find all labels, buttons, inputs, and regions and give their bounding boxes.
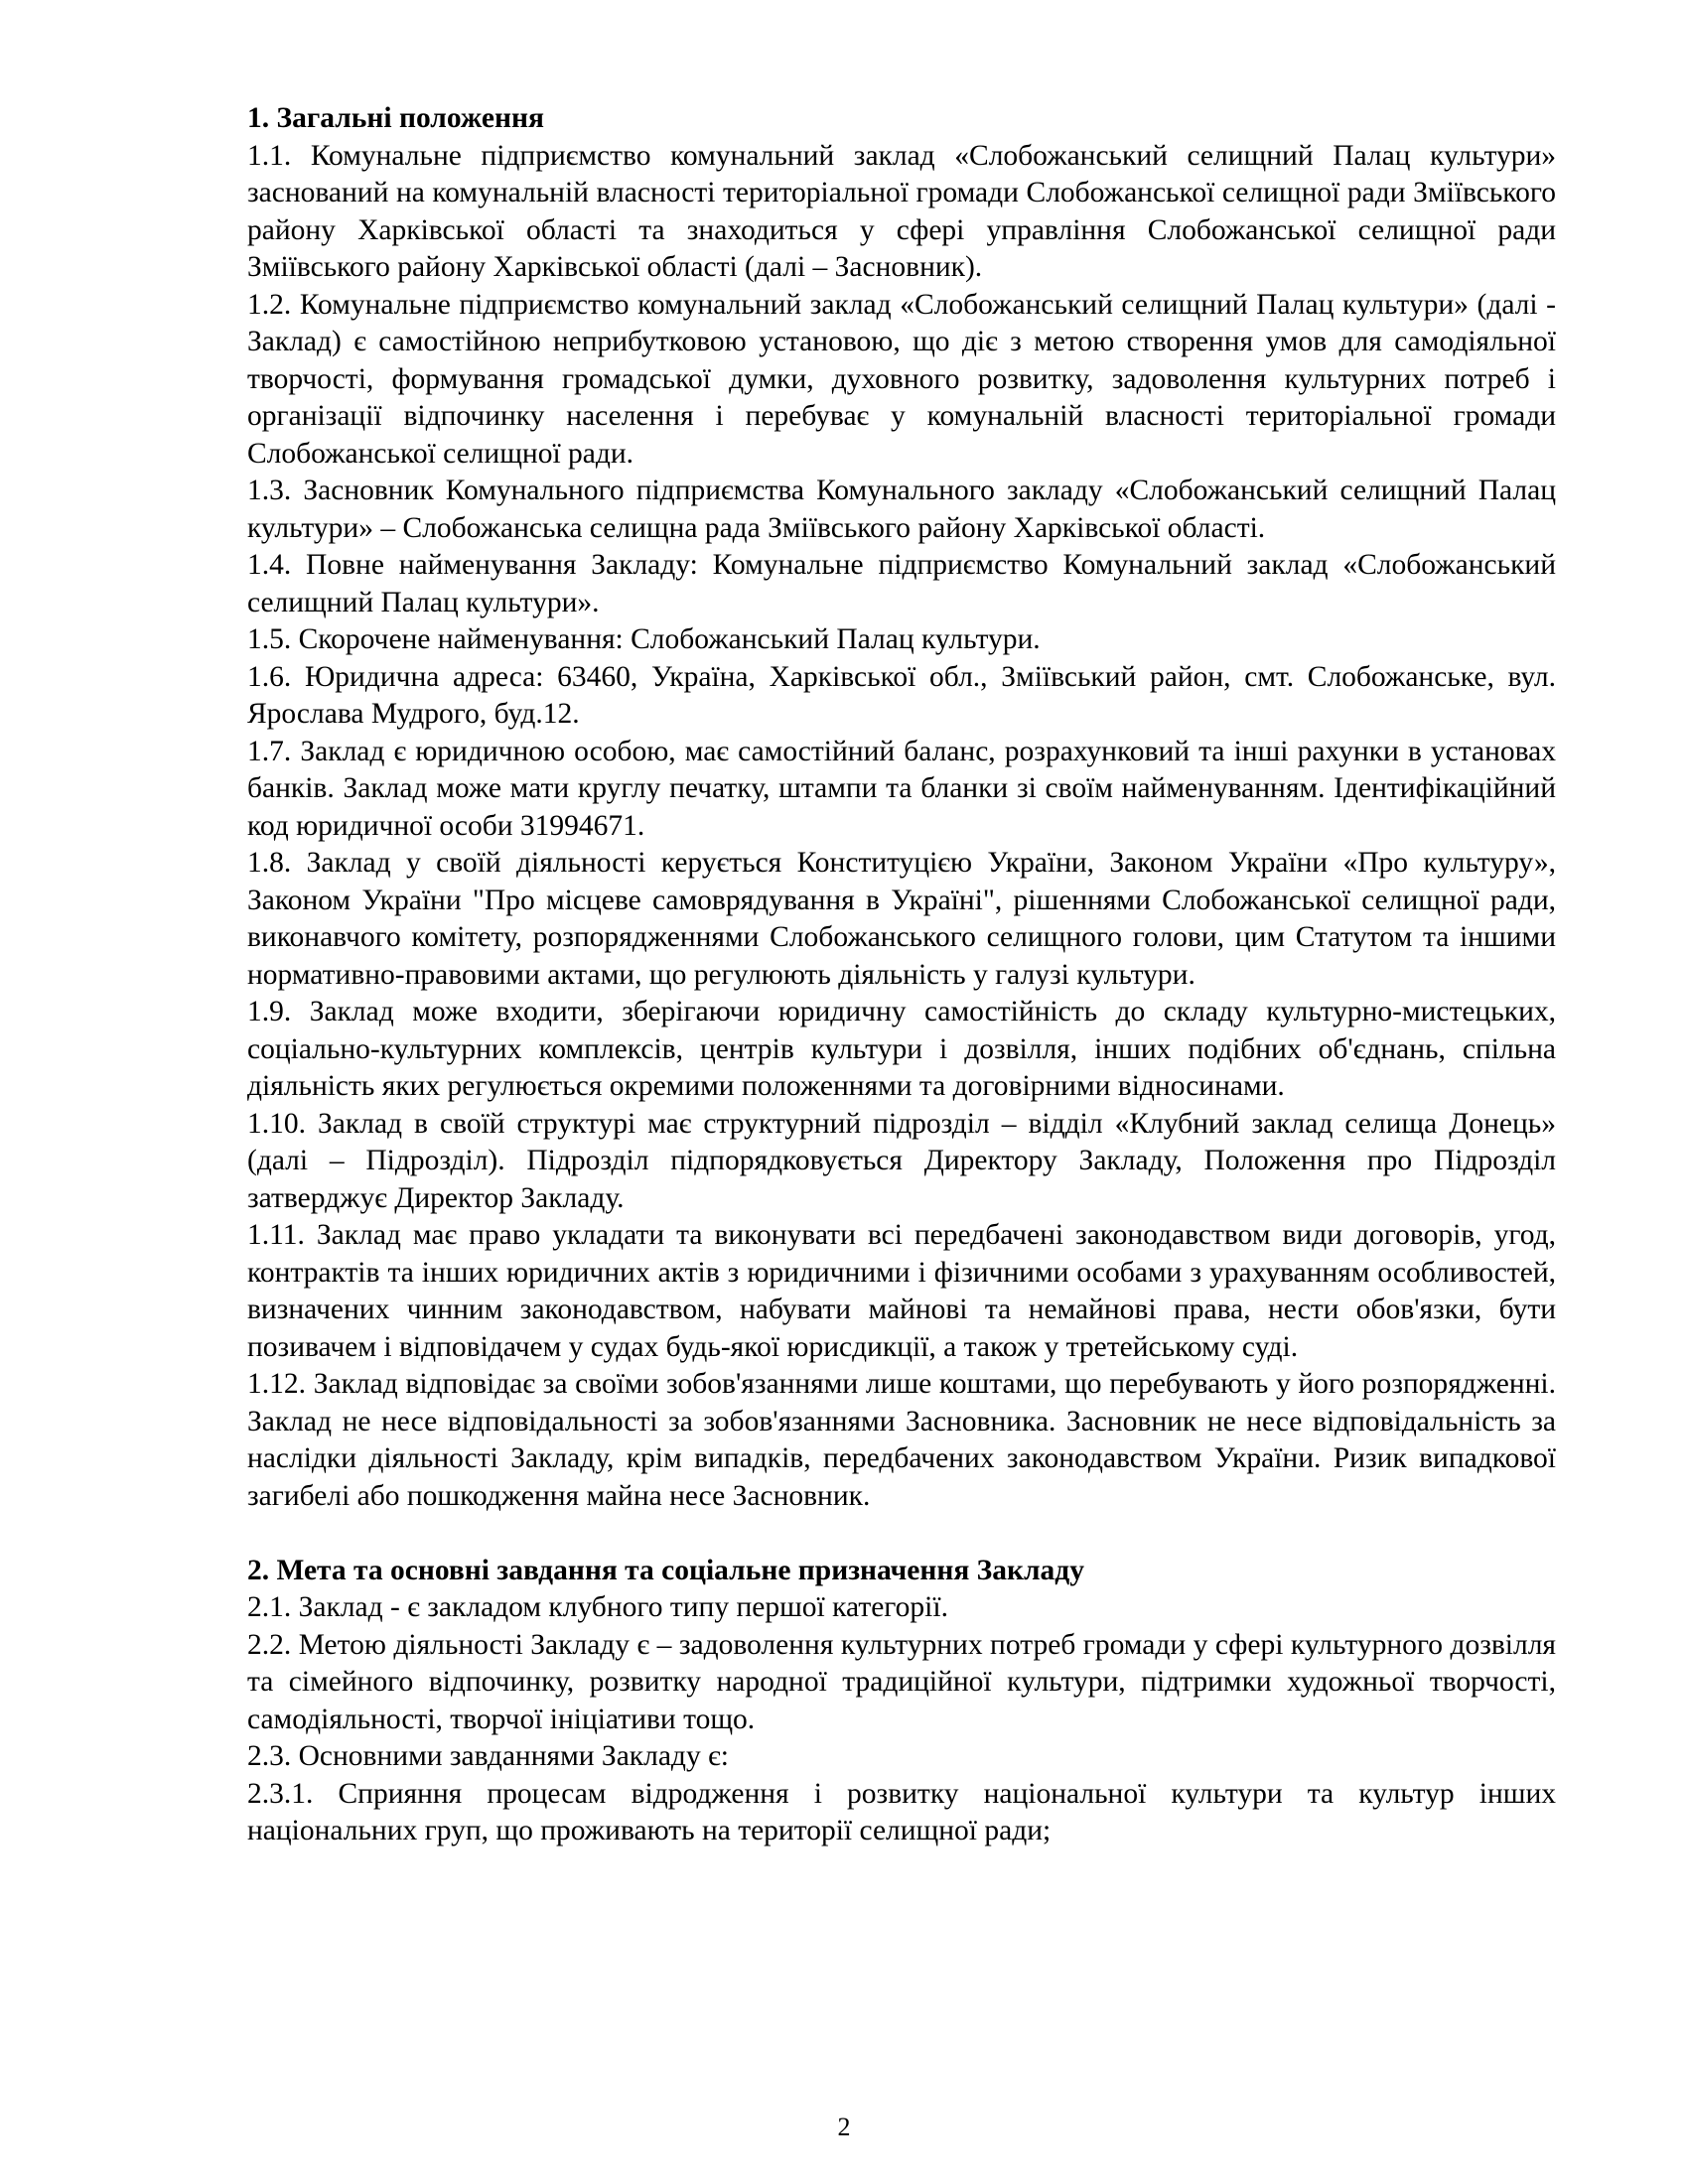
paragraph: 1.7. Заклад є юридичною особою, має самостійний баланс, розрахунковий та інші рахунки в установах банків. Заклад може мати круглу печатку, штампи та бланки зі своїм найменуванням. Ідентифікаційний код юридичної особи 31994671. bbox=[247, 735, 1556, 842]
paragraph: 1.6. Юридична адреса: 63460, Україна, Харківської обл., Зміївський район, смт. Слобожанське, вул. Ярослава Мудрого, буд.12. bbox=[247, 660, 1556, 730]
page-number: 2 bbox=[837, 2113, 851, 2141]
section-heading: 2. Мета та основні завдання та соціальне призначення Закладу bbox=[247, 1554, 1084, 1586]
paragraph: 1.12. Заклад відповідає за своїми зобов'язаннями лише коштами, що перебувають у його розпорядженні. Заклад не несе відповідальності за зобов'язаннями Засновника. Засновник не несе відповідальність за наслідки діяльності Закладу, крім випадків, передбачених законодавством України. Ризик випадкової загибелі або пошкодження майна несе Засновник. bbox=[247, 1368, 1556, 1512]
paragraph: 1.11. Заклад має право укладати та виконувати всі передбачені законодавством види договорів, угод, контрактів та інших юридичних актів з юридичними і фізичними особами з урахуванням особливостей, визначених чинним законодавством, набувати майнові та немайнові права, нести обов'язки, бути позивачем і відповідачем у судах будь-якої юрисдикції, а також у третейському суді. bbox=[247, 1219, 1556, 1363]
paragraph: 2.3. Основними завданнями Закладу є: bbox=[247, 1740, 729, 1772]
paragraph: 1.1. Комунальне підприємство комунальний заклад «Слобожанський селищний Палац культури» заснований на комунальній власності територіальної громади Слобожанської селищної ради Зміївського району Харківської області та знаходиться у сфері управління Слобожанської селищної ради Зміївського району Харківської області (далі – Засновник). bbox=[247, 139, 1556, 283]
section-heading: 1. Загальні положення bbox=[247, 102, 544, 134]
document-page bbox=[247, 100, 1556, 1850]
paragraph: 1.10. Заклад в своїй структурі має структурний підрозділ – відділ «Клубний заклад селища Донець» (далі – Підрозділ). Підрозділ підпорядковується Директору Закладу, Положення про Підрозділ затверджує Директор Закладу. bbox=[247, 1107, 1556, 1214]
paragraph: 1.3. Засновник Комунального підприємства Комунального закладу «Слобожанський селищний Палац культури» – Слобожанська селищна рада Зміївського району Харківської області. bbox=[247, 475, 1556, 544]
paragraph: 2.2. Метою діяльності Закладу є – задоволення культурних потреб громади у сфері культурного дозвілля та сімейного відпочинку, розвитку народної традиційної культури, підтримки художньої творчості, самодіяльності, творчої ініціативи тощо. bbox=[247, 1628, 1556, 1735]
paragraph: 1.9. Заклад може входити, зберігаючи юридичну самостійність до складу культурно-мистецьких, соціально-культурних комплексів, центрів культури і дозвілля, інших подібних об'єднань, спільна діяльність яких регулюється окремими положеннями та договірними відносинами. bbox=[247, 996, 1556, 1102]
paragraph: 1.2. Комунальне підприємство комунальний заклад «Слобожанський селищний Палац культури» (далі - Заклад) є самостійною неприбутковою установою, що діє з метою створення умов для самодіяльної творчості, формування громадської думки, духовного розвитку, задоволення культурних потреб і організації відпочинку населення і перебуває у комунальній власності територіальної громади Слобожанської селищної ради. bbox=[247, 288, 1556, 470]
paragraph: 2.1. Заклад - є закладом клубного типу першої категорії. bbox=[247, 1591, 948, 1623]
section-general-provisions bbox=[247, 100, 1556, 1515]
paragraph: 2.3.1. Сприяння процесам відродження і розвитку національної культури та культур інших національних груп, що проживають на території селищної ради; bbox=[247, 1777, 1556, 1846]
section-purpose-and-tasks bbox=[247, 1553, 1556, 1850]
paragraph: 1.8. Заклад у своїй діяльності керується Конституцією України, Законом України «Про культуру», Законом України "Про місцеве самоврядування в Україні", рішеннями Слобожанської селищної ради, виконавчого комітету, розпорядженнями Слобожанського селищного голови, цим Статутом та іншими нормативно-правовими актами, що регулюють діяльність у галузі культури. bbox=[247, 847, 1556, 991]
paragraph: 1.5. Скорочене найменування: Слобожанський Палац культури. bbox=[247, 623, 1041, 655]
section-spacer bbox=[247, 1515, 1556, 1553]
paragraph: 1.4. Повне найменування Закладу: Комунальне підприємство Комунальний заклад «Слобожанський селищний Палац культури». bbox=[247, 549, 1556, 618]
